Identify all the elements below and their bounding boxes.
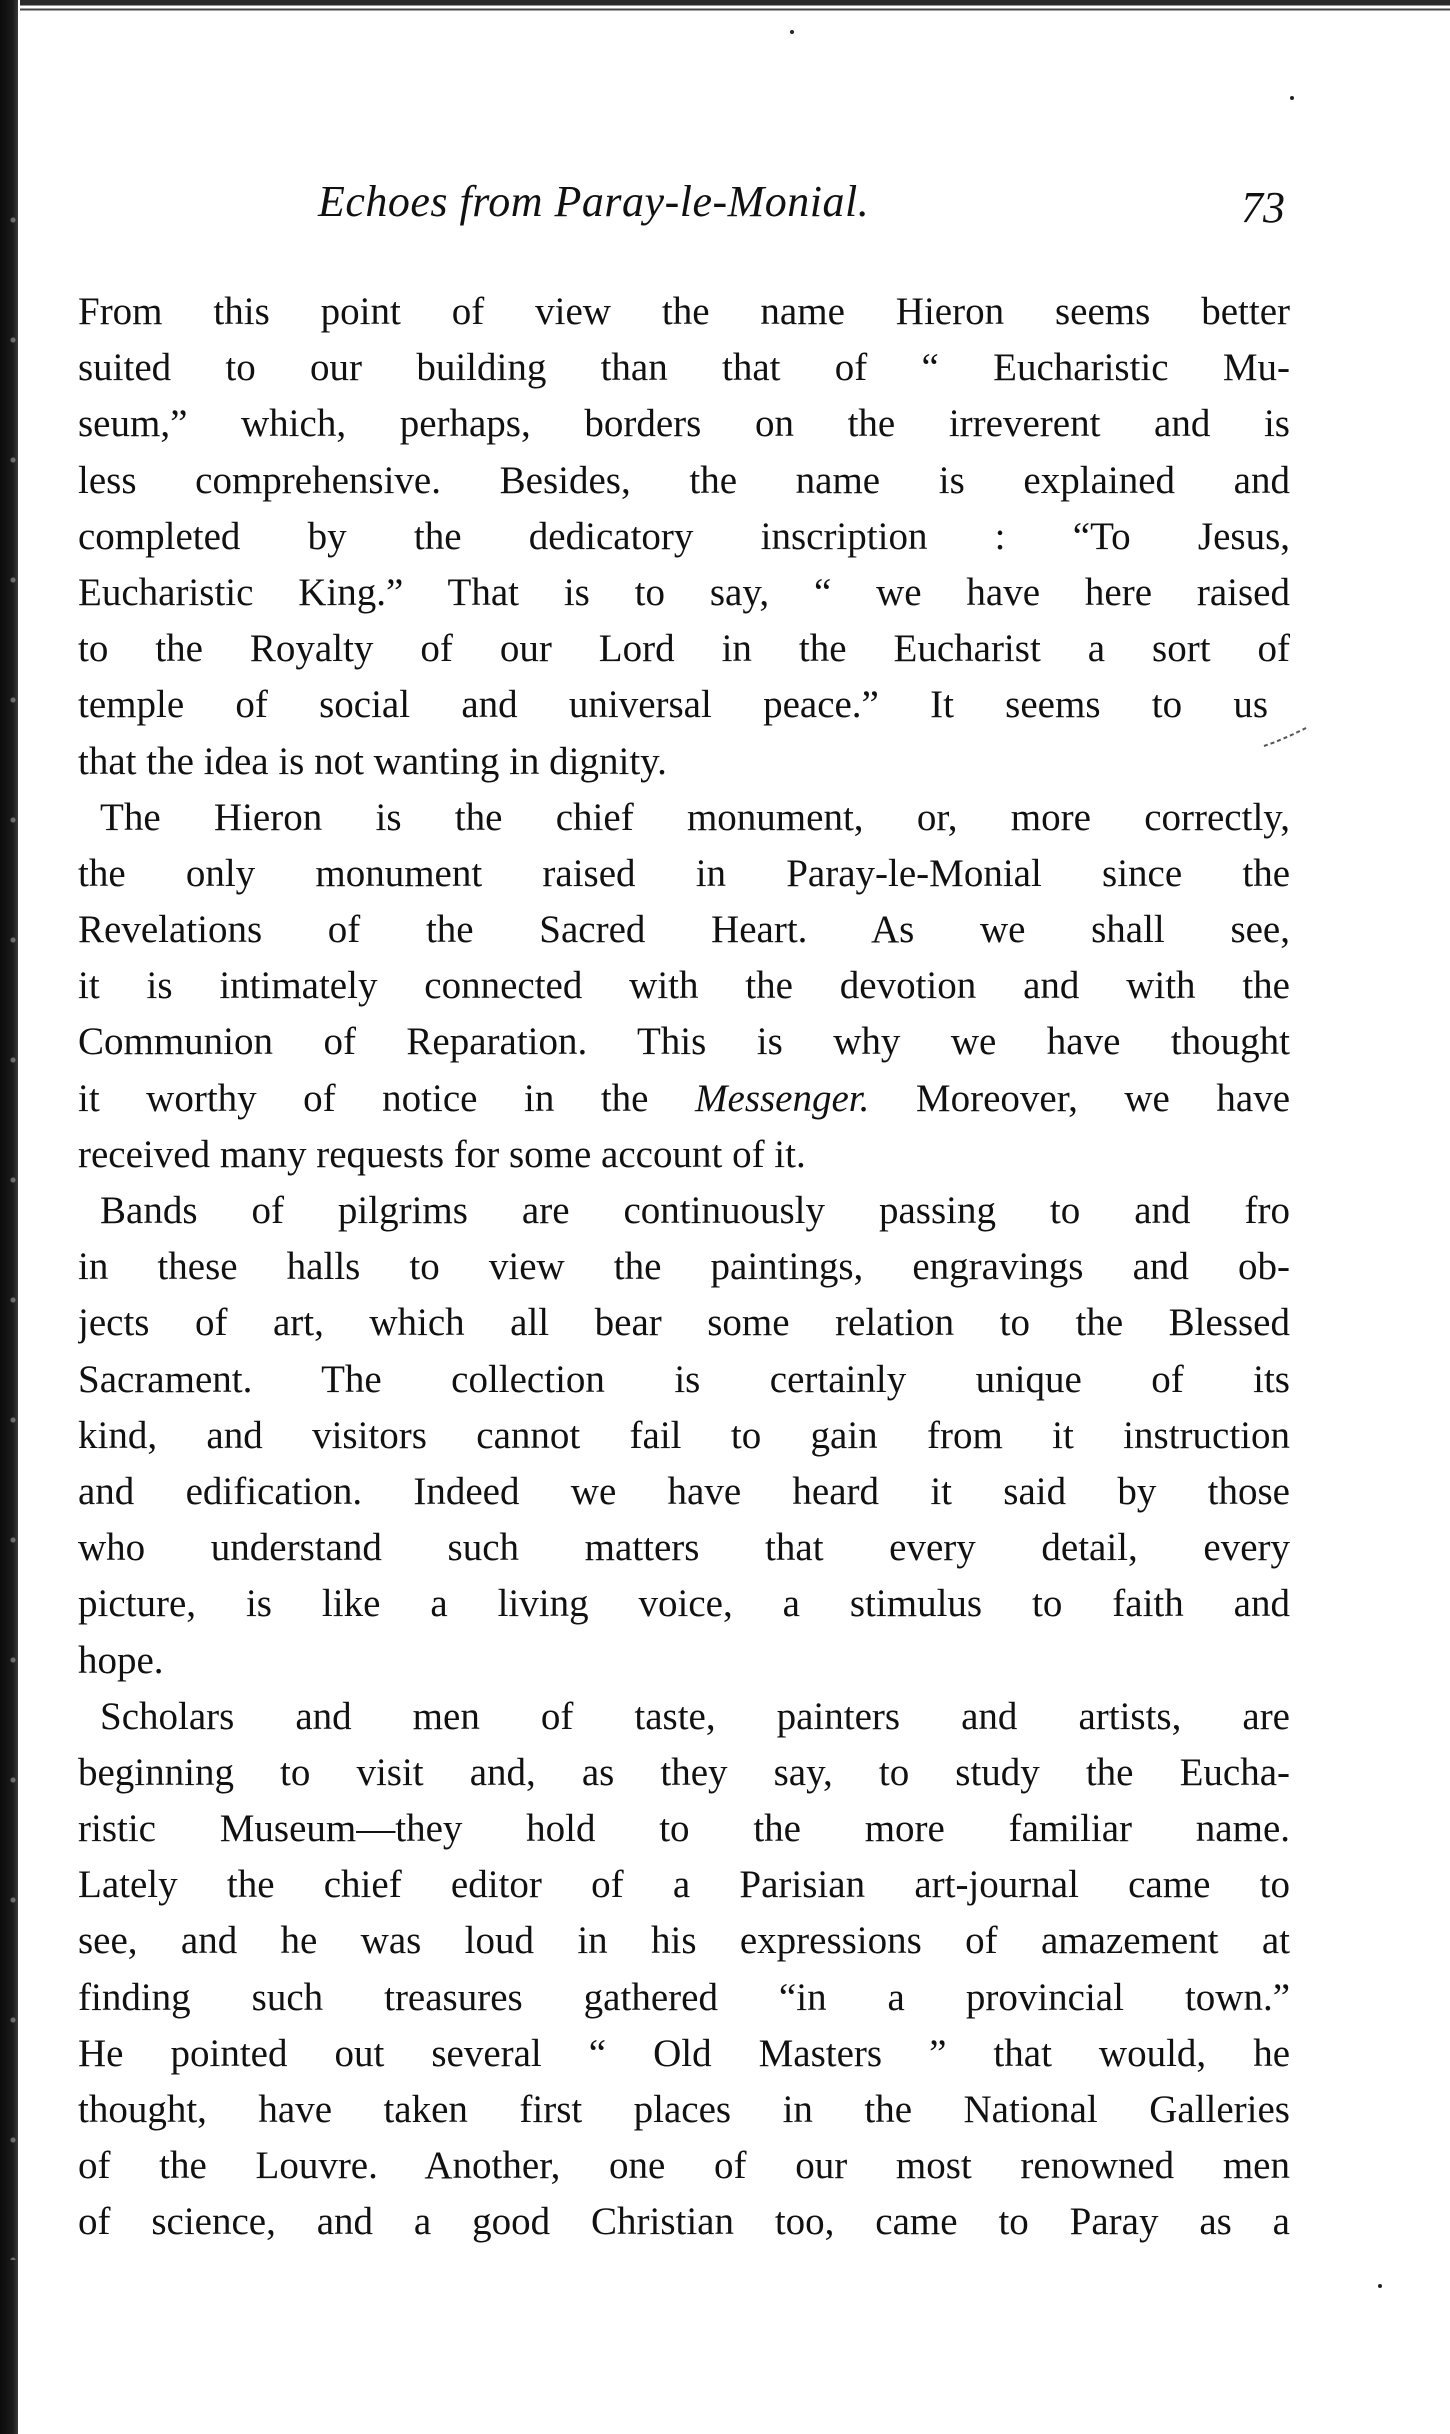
text-line: picture, is like a living voice, a stimulus to faith and <box>78 1582 1290 1626</box>
page-header <box>80 162 1285 242</box>
scan-speck <box>790 30 794 34</box>
text-line: it is intimately connected with the devotion and with the <box>78 964 1290 1008</box>
text-line: less comprehensive. Besides, the name is explained and <box>78 458 1290 502</box>
text-line: thought, have taken first places in the National Galleries <box>78 2088 1290 2131</box>
text-line: The Hieron is the chief monument, or, more correctly, <box>100 795 1290 839</box>
text-line: suited to our building than that of “ Eucharistic Mu- <box>78 346 1290 390</box>
scan-speck <box>1290 96 1294 100</box>
spine-texture <box>8 160 18 2260</box>
text-line: completed by the dedicatory inscription : “To Jesus, <box>78 514 1290 558</box>
text-line: of the Louvre. Another, one of our most renowned men <box>78 2144 1290 2188</box>
page-number: 73 <box>1241 183 1285 232</box>
text-line: and edification. Indeed we have heard it said by those <box>78 1469 1290 1513</box>
text-line: beginning to visit and, as they say, to study the Eucha- <box>78 1750 1290 1794</box>
text-line: in these halls to view the paintings, engravings and ob- <box>78 1245 1290 1289</box>
text-line: finding such treasures gathered “in a provincial town.” <box>78 1975 1290 2019</box>
running-title: Echoes from Paray-le-Monial. <box>318 177 870 226</box>
text-line: seum,” which, perhaps, borders on the irreverent and is <box>78 402 1290 446</box>
scan-speck <box>1378 2284 1382 2288</box>
page-top-edge <box>20 0 1450 14</box>
text-line: hope. <box>78 1638 164 1682</box>
text-line: Communion of Reparation. This is why we have thought <box>78 1020 1290 1064</box>
text-line: of science, and a good Christian too, came to Paray as a <box>78 2200 1290 2244</box>
text-line: He pointed out several “ Old Masters ” that would, he <box>78 2031 1290 2075</box>
text-line: ristic Museum—they hold to the more familiar name. <box>78 1807 1290 1851</box>
text-line: to the Royalty of our Lord in the Eucharist a sort of <box>78 627 1290 671</box>
text-line: received many requests for some account of it. <box>78 1132 806 1176</box>
text-line: who understand such matters that every detail, every <box>78 1526 1290 1570</box>
text-line: jects of art, which all bear some relation to the Blessed <box>78 1301 1290 1345</box>
text-fragment: it worthy of notice in the <box>78 1076 696 1120</box>
text-fragment: Moreover, we have <box>869 1076 1290 1120</box>
paragraph-3 <box>78 1183 1290 1689</box>
text-line: Bands of pilgrims are continuously passing to and fro <box>100 1189 1290 1232</box>
body-text <box>78 284 1290 2251</box>
text-line: temple of social and universal peace.” It seems to us <box>78 683 1268 727</box>
text-line: Scholars and men of taste, painters and artists, are <box>100 1694 1290 1738</box>
paragraph-2 <box>78 790 1290 1183</box>
text-line: Eucharistic King.” That is to say, “ we have here raised <box>78 570 1290 614</box>
messenger-title: Messenger. <box>695 1076 870 1120</box>
text-line: Revelations of the Sacred Heart. As we shall see, <box>78 908 1290 952</box>
paragraph-4 <box>78 1689 1290 2251</box>
text-line: see, and he was loud in his expressions of amazement at <box>78 1919 1290 1963</box>
text-line: kind, and visitors cannot fail to gain from it instruction <box>78 1413 1290 1457</box>
text-line: Sacrament. The collection is certainly unique of its <box>78 1357 1290 1401</box>
text-line-with-italic <box>78 1071 1290 1127</box>
text-line: Lately the chief editor of a Parisian art-journal came to <box>78 1863 1290 1907</box>
text-line: that the idea is not wanting in dignity. <box>78 739 667 783</box>
text-line: the only monument raised in Paray-le-Monial since the <box>78 851 1290 895</box>
paragraph-1 <box>78 284 1290 790</box>
text-line: From this point of view the name Hieron seems better <box>78 290 1290 333</box>
